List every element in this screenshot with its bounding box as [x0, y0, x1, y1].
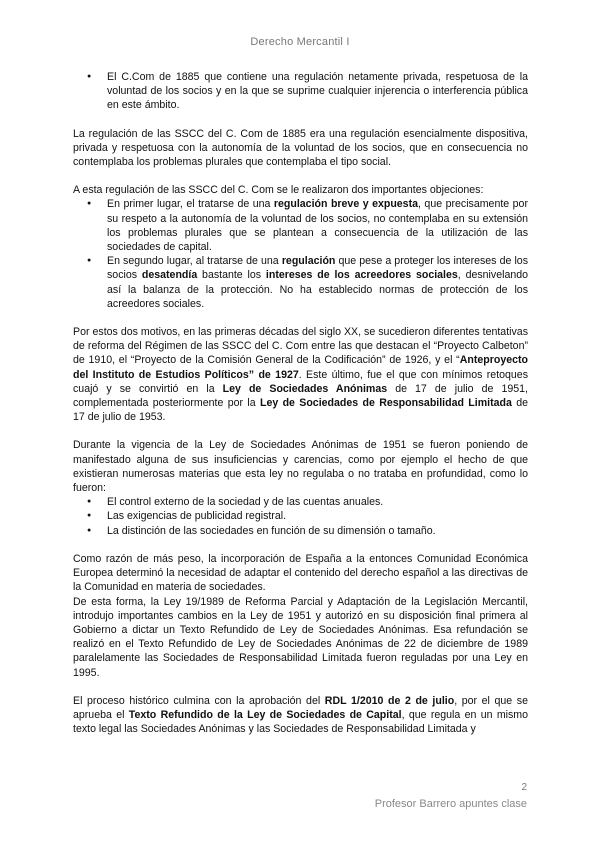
paragraph: A esta regulación de las SSCC del C. Com se le realizaron dos importantes objeciones:: [73, 184, 484, 197]
list-item: ● El C.Com de 1885 que contiene una regulación netamente privada, respetuosa de la voluntad de los socios y en la que se suprime cualquier injerencia o interferencia pública en este ámbito.: [107, 70, 528, 113]
bullet-list: [73, 495, 528, 538]
page-header: Derecho Mercantil I: [250, 36, 350, 48]
list-item: ● La distinción de las sociedades en función de su dimensión o tamaño.: [107, 524, 528, 538]
list-item: ● El control externo de la sociedad y de las cuentas anuales.: [107, 495, 528, 509]
paragraph: Como razón de más peso, la incorporación de España a la entonces Comunidad Económica Europea determinó la necesidad de adaptar el contenido del derecho español a las directivas de la Comunidad en materia de sociedades.: [73, 552, 528, 594]
paragraph: La regulación de las SSCC del C. Com de 1885 era una regulación esencialmente dispositiva, privada y respetuosa con la autonomía de la voluntad de los socios, que en consecuencia no contemplaba los problemas plurales que contemplaba el tipo social.: [73, 127, 528, 169]
page-footer: Profesor Barrero apuntes clase: [374, 798, 527, 810]
list-item: ● Las exigencias de publicidad registral.: [107, 509, 528, 523]
bullet-list: [73, 197, 528, 311]
paragraph: De esta forma, la Ley 19/1989 de Reforma Parcial y Adaptación de la Legislación Mercantil, introdujo importantes cambios en la Ley de 1951 y autorizó en su disposición final primera al Gobierno a dictar un Texto Refundido de Ley de Sociedades Anónimas. Esa refundación se realizó en el Texto Refundido de Ley de Sociedades Anónimas de 22 de diciembre de 1989 paralelamente las Sociedades de Responsabilidad Limitada fueron reguladas por una Ley en 1995.: [73, 595, 528, 679]
paragraph: El proceso histórico culmina con la aprobación del RDL 1/2010 de 2 de julio, por el que se aprueba el Texto Refundido de la Ley de Sociedades de Capital, que regula en un mismo texto legal las Sociedades Anónimas y las Sociedades de Responsabilidad Limitada y: [73, 694, 529, 736]
list-item: ● En segundo lugar, al tratarse de una regulación que pese a proteger los intereses de los socios desatendía bastante los intereses de los acreedores sociales, desnivelando así la balanza de la protección. No ha establecido normas de protección de los acreedores sociales.: [107, 254, 528, 311]
list-item: ● En primer lugar, el tratarse de una regulación breve y expuesta, que precisamente por su respeto a la autonomía de la voluntad de los socios, no contemplaba en su extensión los problemas plurales que se plantean a consecuencia de la utilización de las sociedades de capital.: [107, 197, 528, 254]
bullet-list: [73, 70, 528, 113]
paragraph: Durante la vigencia de la Ley de Sociedades Anónimas de 1951 se fueron poniendo de manifestado alguna de sus insuficiencias y carencias, como por ejemplo el hecho de que existieran numerosas materias que esta ley no regulaba o no trataba en profundidad, como lo fueron:: [73, 439, 528, 495]
paragraph: Por estos dos motivos, en las primeras décadas del siglo XX, se sucedieron diferentes tentativas de reforma del Régimen de las SSCC del C. Com entre las que destacan el “Proyecto Calbeton” de 1910, el “Proyecto de la Comisión General de la Codificación” de 1926, y el “Anteproyecto del Instituto de Estudios Políticos” de 1927. Este último, fue el que con mínimos retoques cuajó y se convirtió en la Ley de Sociedades Anónimas de 17 de julio de 1951, complementada posteriormente por la Ley de Sociedades de Responsabilidad Limitada de 17 de julio de 1953.: [73, 326, 529, 424]
page-number: 2: [521, 782, 527, 793]
page-content: [73, 70, 528, 736]
